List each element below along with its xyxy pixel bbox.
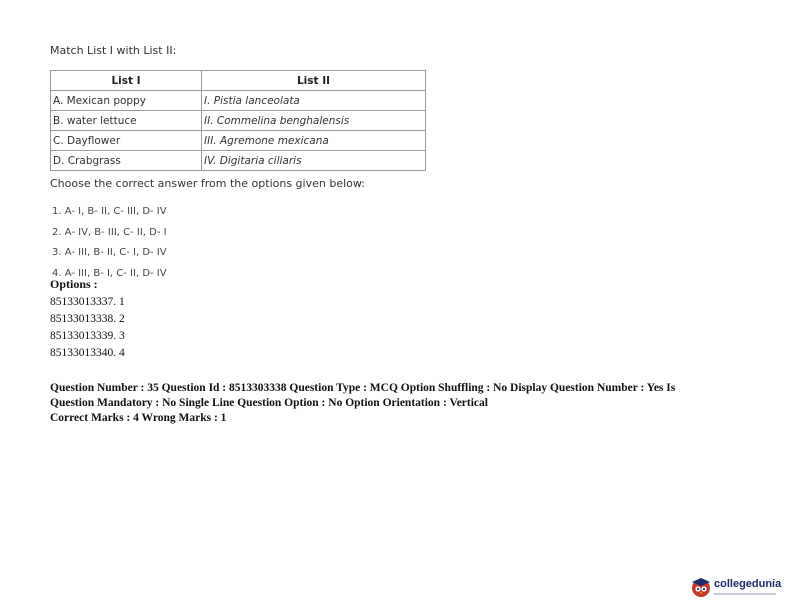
question-metadata (50, 381, 750, 426)
column-header-list-2: List II (202, 71, 426, 91)
answer-choice: 3. A- III, B- II, C- I, D- IV (52, 247, 167, 258)
table-row (51, 111, 426, 131)
option-ids-list (50, 294, 125, 362)
list-1-cell: A. Mexican poppy (51, 91, 202, 111)
match-table (50, 70, 426, 171)
graduate-owl-logo-icon (690, 576, 712, 598)
list-1-cell: C. Dayflower (51, 131, 202, 151)
option-id-item: 85133013340. 4 (50, 347, 125, 359)
list-1-cell: D. Crabgrass (51, 151, 202, 171)
option-id-item: 85133013337. 1 (50, 296, 125, 308)
metadata-line: Correct Marks : 4 Wrong Marks : 1 (50, 412, 227, 424)
table-row (51, 91, 426, 111)
list-2-cell: II. Commelina benghalensis (202, 111, 426, 131)
answer-choice: 2. A- IV, B- III, C- II, D- I (52, 226, 167, 238)
table-row (51, 131, 426, 151)
option-id-item: 85133013338. 2 (50, 313, 125, 325)
table-row (51, 151, 426, 171)
option-id-item: 85133013339. 3 (50, 330, 125, 342)
list-2-cell: IV. Digitaria ciliaris (202, 151, 426, 171)
metadata-line: Question Mandatory : No Single Line Question Option : No Option Orientation : Vertical (50, 397, 488, 409)
brand-logo (690, 576, 781, 598)
table-header-row (51, 71, 426, 91)
answer-choice: 4. A- III, B- I, C- II, D- IV (52, 267, 167, 279)
answer-choice: 1. A- I, B- II, C- III, D- IV (52, 206, 167, 217)
brand-name: collegedunia (714, 578, 782, 590)
list-2-cell: III. Agremone mexicana (202, 131, 426, 151)
options-heading: Options : (50, 277, 98, 291)
brand-tagline-bar (714, 593, 776, 595)
question-prompt: Match List I with List II: (50, 44, 177, 57)
metadata-line: Question Number : 35 Question Id : 8513303338 Question Type : MCQ Option Shuffling : No Display Question Number : Yes Is (50, 382, 676, 394)
choose-instruction: Choose the correct answer from the options given below: (50, 177, 365, 190)
list-1-cell: B. water lettuce (51, 111, 202, 131)
column-header-list-1: List I (51, 71, 202, 91)
list-2-cell: I. Pistia lanceolata (202, 91, 426, 111)
answer-choices-list (52, 202, 167, 284)
